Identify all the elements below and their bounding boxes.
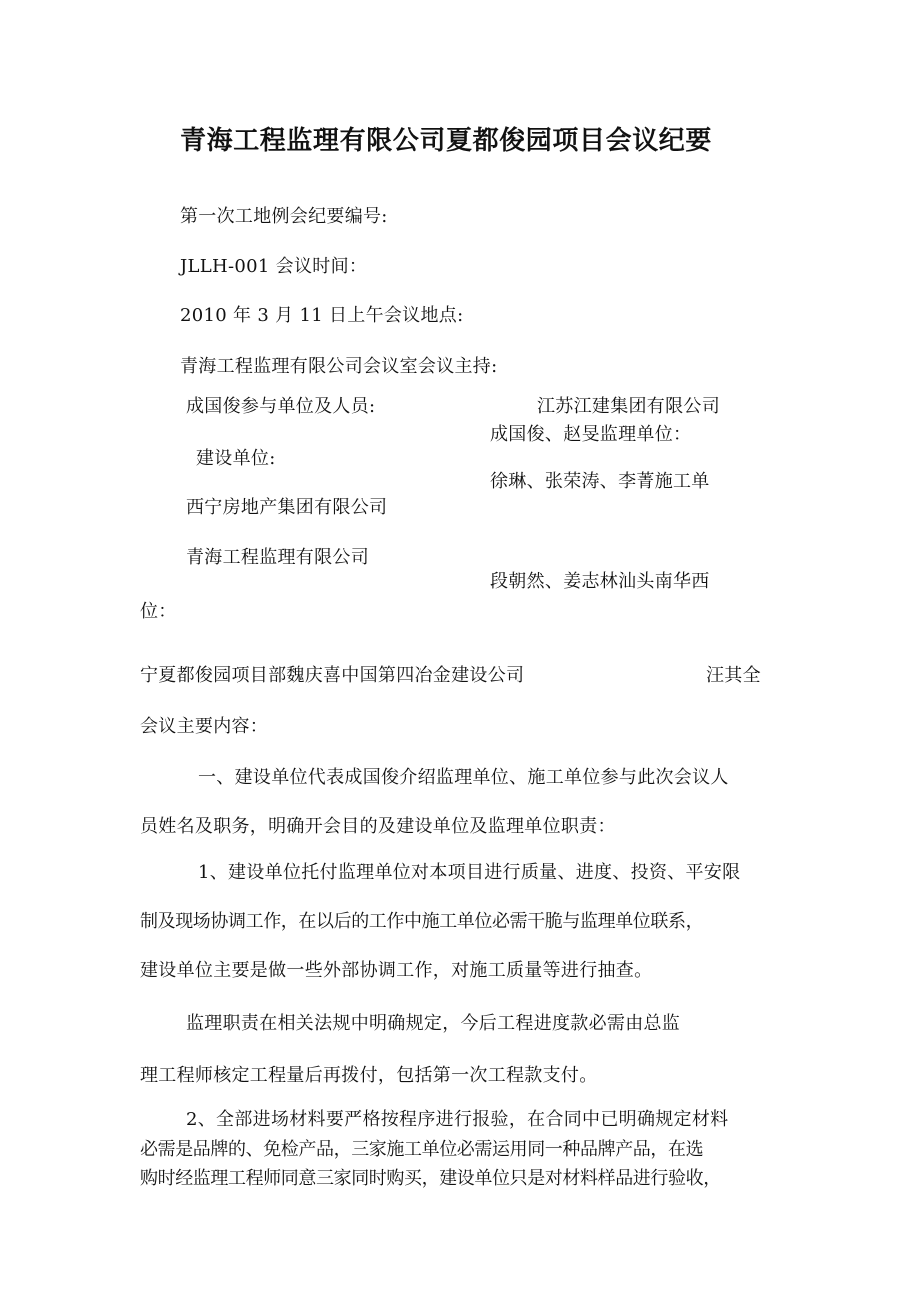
paragraph-line-3: 1、建设单位托付监理单位对本项目进行质量、进度、投资、平安限: [198, 862, 741, 883]
meeting-number-line: 第一次工地例会纪要编号:: [180, 206, 388, 227]
participants-left-5: 位：: [140, 601, 177, 622]
participants-left-4: 青海工程监理有限公司: [186, 547, 369, 568]
meeting-time-line: JLLH-001 会议时间：: [180, 256, 368, 277]
paragraph-line-5: 建设单位主要是做一些外部协调工作，对施工质量等进行抽查。: [140, 960, 653, 981]
paragraph-line-9: 必需是品牌的、免检产品，三家施工单位必需运用同一种品牌产品，在选: [140, 1139, 704, 1160]
participants-left-1: 成国俊参与单位及人员:: [186, 396, 376, 417]
paragraph-line-6: 监理职责在相关法规中明确规定，今后工程进度款必需由总监: [186, 1013, 681, 1034]
paragraph-line-10: 购时经监理工程师同意三家同时购买，建设单位只是对材料样品进行验收，: [140, 1168, 721, 1189]
paragraph-line-1: 一、建设单位代表成国俊介绍监理单位、施工单位参与此次会议人: [198, 767, 729, 788]
paragraph-line-4: 制及现场协调工作，在以后的工作中施工单位必需干脆与监理单位联系，: [140, 911, 704, 932]
participants-right-4: 段朝然、姜志林汕头南华西: [490, 571, 710, 592]
content-label: 会议主要内容：: [140, 716, 269, 737]
document-title: 青海工程监理有限公司夏都俊园项目会议纪要: [180, 126, 713, 156]
meeting-place-line: 2010 年 3 月 11 日上午会议地点:: [180, 305, 464, 326]
participants-right-2: 成国俊、赵旻监理单位：: [490, 424, 692, 445]
participants-right-3: 徐琳、张荣涛、李菁施工单: [490, 471, 710, 492]
meeting-host-line: 青海工程监理有限公司会议室会议主持:: [180, 356, 498, 377]
participants-left-2: 建设单位:: [196, 448, 276, 469]
paragraph-line-2: 员姓名及职务，明确开会目的及建设单位及监理单位职责：: [140, 816, 616, 837]
participants-left-3: 西宁房地产集团有限公司: [186, 497, 388, 518]
participants-right-1: 江苏江建集团有限公司: [537, 396, 720, 417]
participants-person: 汪其全: [706, 665, 761, 686]
participants-main-line: 宁夏都俊园项目部魏庆喜中国第四冶金建设公司: [140, 665, 525, 686]
paragraph-line-7: 理工程师核定工程量后再拨付，包括第一次工程款支付。: [140, 1065, 598, 1086]
paragraph-line-8: 2、全部进场材料要严格按程序进行报验，在合同中已明确规定材料: [186, 1109, 729, 1130]
